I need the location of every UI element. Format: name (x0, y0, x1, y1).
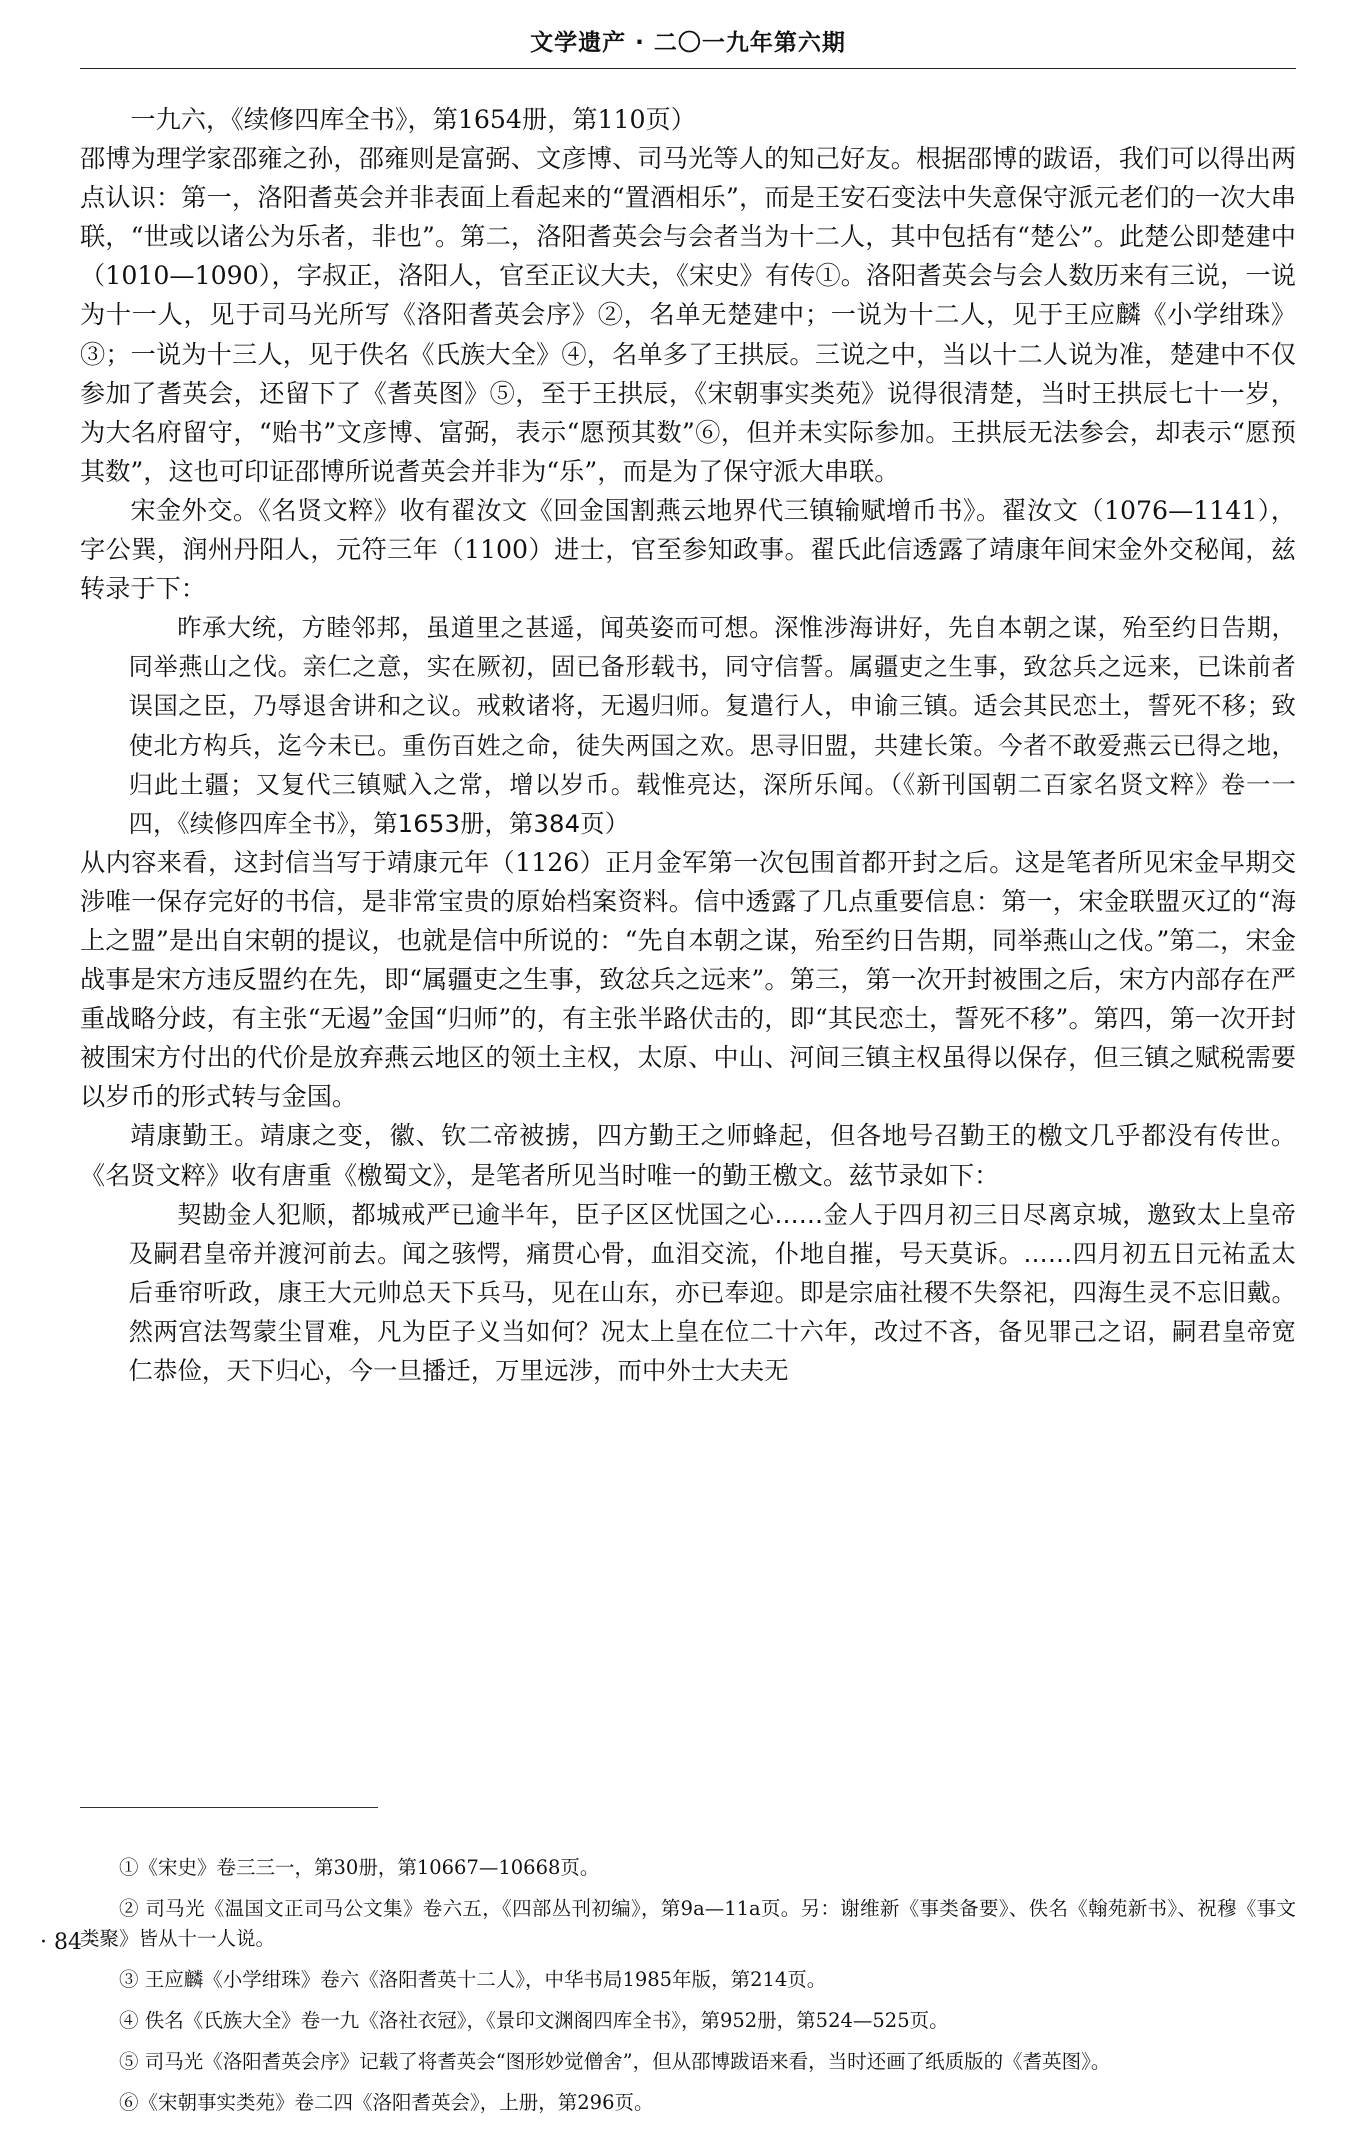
block-quote-xi-shu-wen: 契勘金人犯顺，都城戒严已逾半年，臣子区区忧国之心……金人于四月初三日尽离京城，邀致太上皇帝及嗣君皇帝并渡河前去。闻之骇愕，痛贯心骨，血泪交流，仆地自摧，号天莫诉。……四月初五日元祐孟太后垂帘听政，康王大元帅总天下兵马，见在山东，亦已奉迎。即是宗庙社稷不失祭祀，四海生灵不忘旧戴。然两宫法驾蒙尘冒难，凡为臣子义当如何？况太上皇在位二十六年，改过不吝，备见罪己之诏，嗣君皇帝宽仁恭俭，天下归心，今一旦播迁，万里远涉，而中外士大夫无 (128, 1199, 1296, 1385)
running-header: 文学遗产 · 二〇一九年第六期 (80, 18, 1296, 69)
paragraph-shao-bo: 邵博为理学家邵雍之孙，邵雍则是富弼、文彦博、司马光等人的知己好友。根据邵博的跋语，我们可以得出两点认识：第一，洛阳耆英会并非表面上看起来的“置酒相乐”，而是王安石变法中失意保守派元老们的一次大串联，“世或以诸公为乐者，非也”。第二，洛阳耆英会与会者当为十二人，其中包括有“楚公”。此楚公即楚建中（1010—1090），字叔正，洛阳人，官至正议大夫，《宋史》有传①。洛阳耆英会与会人数历来有三说，一说为十一人，见于司马光所写《洛阳耆英会序》②，名单无楚建中；一说为十二人，见于王应麟《小学绀珠》③；一说为十三人，见于佚名《氏族大全》④，名单多了王拱辰。三说之中，当以十二人说为准，楚建中不仅参加了耆英会，还留下了《耆英图》⑤，至于王拱辰，《宋朝事实类苑》说得很清楚，当时王拱辰七十一岁，为大名府留守，“贻书”文彦博、富弼，表示“愿预其数”⑥，但并未实际参加。王拱辰无法参会，却表示“愿预其数”，这也可印证邵博所说耆英会并非为“乐”，而是为了保守派大串联。 (80, 144, 1296, 486)
citation-continuation: 一九六，《续修四库全书》，第1654册，第110页） (130, 105, 696, 134)
footnote-2: ② 司马光《温国文正司马公文集》卷六五，《四部丛刊初编》，第9a—11a页。另：谢维新《事类备要》、佚名《翰苑新书》、祝穆《事文类聚》皆从十一人说。 (80, 1897, 1296, 1950)
page-number: · 84 · (40, 1930, 96, 1955)
footnotes (80, 1853, 1296, 2129)
footnote-1: ①《宋史》卷三三一，第30册，第10667—10668页。 (119, 1856, 600, 1879)
block-quote-zhai-letter: 昨承大统，方睦邻邦，虽道里之甚遥，闻英姿而可想。深惟涉海讲好，先自本朝之谋，殆至约日告期，同举燕山之伐。亲仁之意，实在厥初，固已备形载书，同守信誓。属疆吏之生事，致忿兵之远来，已诛前者误国之臣，乃辱退舍讲和之议。戒敕诸将，无遏归师。复遣行人，申谕三镇。适会其民恋土，誓死不移；致使北方构兵，迄今未已。重伤百姓之命，徒失两国之欢。思寻旧盟，共建长策。今者不敢爱燕云已得之地，归此土疆；又复代三镇赋入之常，增以岁币。载惟亮达，深所乐闻。（《新刊国朝二百家名贤文粹》卷一一四，《续修四库全书》，第1653册，第384页） (128, 613, 1296, 838)
footnote-4: ④ 佚名《氏族大全》卷一九《洛社衣冠》，《景印文渊阁四库全书》，第952册，第524—525页。 (119, 2009, 949, 2032)
footnote-3: ③ 王应麟《小学绀珠》卷六《洛阳耆英十二人》，中华书局1985年版，第214页。 (119, 1968, 827, 1991)
footnote-6: ⑥《宋朝事实类苑》卷二四《洛阳耆英会》，上册，第296页。 (119, 2091, 654, 2114)
paragraph-letter-analysis: 从内容来看，这封信当写于靖康元年（1126）正月金军第一次包围首都开封之后。这是笔者所见宋金早期交涉唯一保存完好的书信，是非常宝贵的原始档案资料。信中透露了几点重要信息：第一，宋金联盟灭辽的“海上之盟”是出自宋朝的提议，也就是信中所说的：“先自本朝之谋，殆至约日告期，同举燕山之伐。”第二，宋金战事是宋方违反盟约在先，即“属疆吏之生事，致忿兵之远来”。第三，第一次开封被围之后，宋方内部存在严重战略分歧，有主张“无遏”金国“归师”的，有主张半路伏击的，即“其民恋土，誓死不移”。第四，第一次开封被围宋方付出的代价是放弃燕云地区的领土主权，太原、中山、河间三镇主权虽得以保存，但三镇之赋税需要以岁币的形式转与金国。 (80, 847, 1296, 1112)
footnote-5: ⑤ 司马光《洛阳耆英会序》记载了将耆英会“图形妙觉僧舍”，但从邵博跋语来看，当时还画了纸质版的《耆英图》。 (119, 2050, 1111, 2073)
footnote-divider (80, 1807, 378, 1808)
paragraph-jingkang-qinwang: 靖康勤王。靖康之变，徽、钦二帝被掳，四方勤王之师蜂起，但各地号召勤王的檄文几乎都没有传世。《名贤文粹》收有唐重《檄蜀文》，是笔者所见当时唯一的勤王檄文。兹节录如下： (80, 1121, 1296, 1190)
paragraph-song-jin-diplomacy: 宋金外交。《名贤文粹》收有翟汝文《回金国割燕云地界代三镇输赋增币书》。翟汝文（1076—1141），字公巽，润州丹阳人，元符三年（1100）进士，官至参知政事。翟氏此信透露了靖康年间宋金外交秘闻，兹转录于下： (80, 495, 1296, 604)
main-text (80, 100, 1296, 1390)
